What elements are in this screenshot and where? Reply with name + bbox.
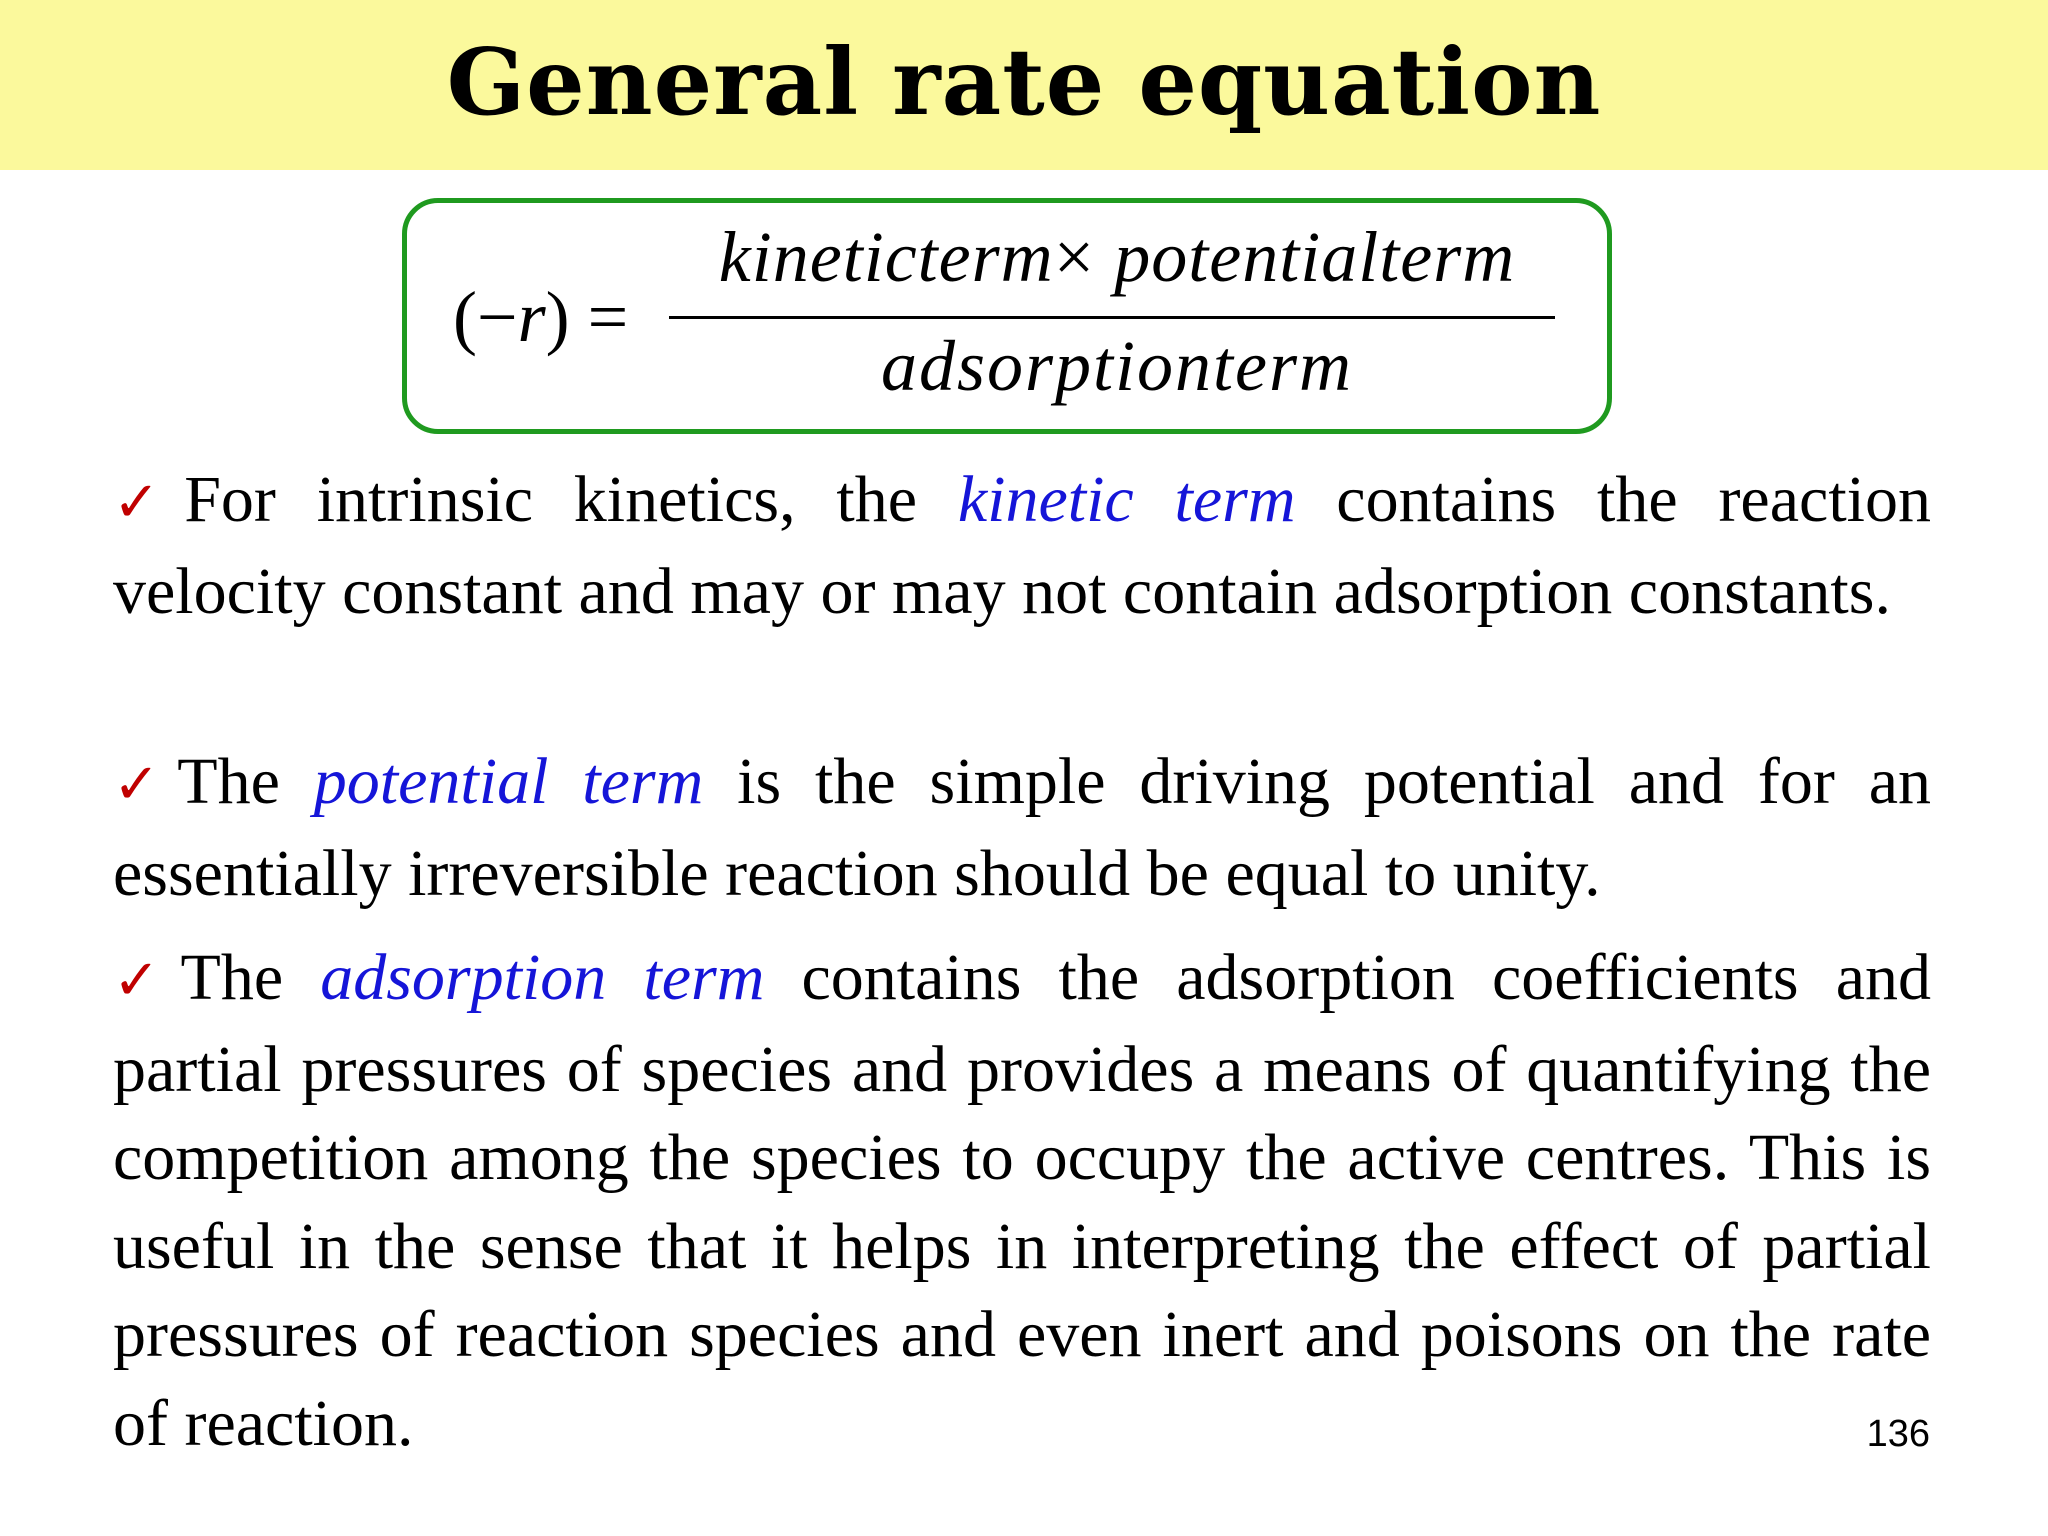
equation-numerator <box>667 217 1567 297</box>
bullet-text: contains the reaction velocity constant and may or may not contain adsorption constants. <box>113 463 1931 628</box>
equation-lhs-close: ) = <box>545 277 629 357</box>
multiply-operator: × <box>1053 217 1096 297</box>
bullet-text: The <box>180 941 321 1014</box>
bullet-potential-term <box>113 738 1931 918</box>
bullet-text: For intrinsic kinetics, the <box>184 463 958 536</box>
highlight-term: kinetic term <box>957 463 1296 536</box>
numerator-potential-term: potentialterm <box>1095 217 1516 297</box>
check-mark-icon: ✓ <box>113 752 178 817</box>
fraction-bar <box>669 316 1555 319</box>
equation-denominator: adsorptionterm <box>880 326 1354 406</box>
check-mark-icon: ✓ <box>113 470 185 535</box>
bullet-text: is the simple driving potential and for an essentially irreversible reaction should be equal to unity. <box>113 745 1932 910</box>
bullet-text: The <box>177 745 314 818</box>
highlight-term: adsorption term <box>320 941 765 1014</box>
equation-box <box>402 198 1612 434</box>
bullet-kinetic-term <box>113 456 1931 636</box>
equation-lhs <box>453 277 628 357</box>
highlight-term: potential term <box>313 745 704 818</box>
check-mark-icon: ✓ <box>113 948 181 1013</box>
bullet-adsorption-term <box>113 934 1931 1468</box>
equation-lhs-open: (− <box>453 277 518 357</box>
bullet-text: contains the adsorption coefficients and partial pressures of species and provides a means of quantifying the competition among the species to occupy the active centres. This is useful in the sense that it helps in interpreting the effect of partial pressures of reaction species and even inert and poisons on the rate of reaction. <box>113 941 1932 1460</box>
numerator-kinetic-term: kineticterm <box>718 217 1054 297</box>
equation-lhs-variable: r <box>517 277 546 357</box>
slide-title: General rate equation <box>446 28 1602 136</box>
page-number: 136 <box>1866 1413 1930 1455</box>
